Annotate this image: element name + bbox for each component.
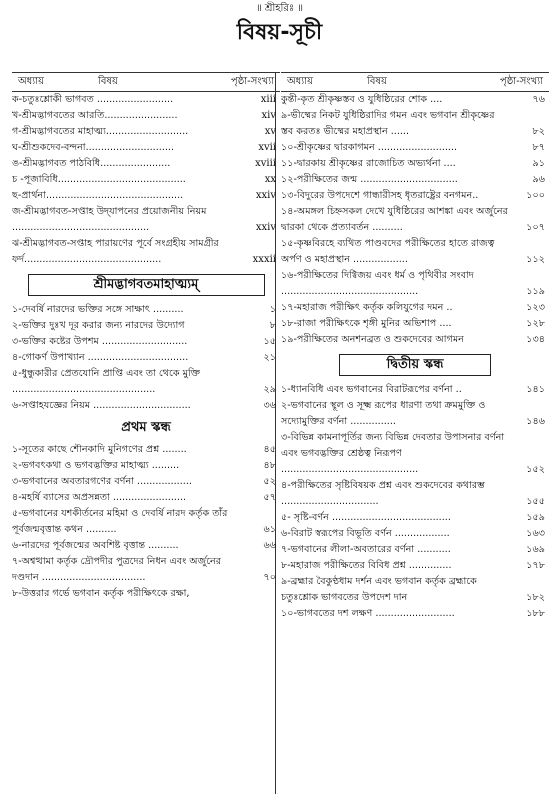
toc-entry-page: ১৮৮ xyxy=(526,608,545,619)
toc-entry-title: ৫- সৃষ্টি-বর্ণন ....................................... xyxy=(281,512,451,523)
toc-entry xyxy=(12,442,280,458)
mahatmya-list xyxy=(12,302,280,414)
toc-entry-title: ১-ধ্যানবিধি এবং ভগবানের বিরাটরূপের বর্ণনা .. xyxy=(281,384,462,395)
toc-entry-page: ৭৬ xyxy=(532,94,545,105)
toc-entry-title: ৪-গোকর্ণ উপাখ্যান ................................. xyxy=(12,352,189,363)
toc-entry-title: ২-ভক্তির দুঃখ দূর করার জন্য নারদের উদ্যোগ xyxy=(12,320,185,331)
toc-entry-title: ১০-শ্রীকৃষ্ণের দ্বারকাগমন .......................... xyxy=(281,142,458,153)
toc-entry-page: xxiv xyxy=(255,190,276,201)
toc-entry xyxy=(12,350,280,366)
toc-entry-title: ৬-সপ্তাহযজ্ঞের নিয়ম ................................ xyxy=(12,400,191,411)
toc-entry-title: ৪-পরীক্ষিতের সৃষ্টিবিষয়ক প্রশ্ন এবং শুকদেবের কথারম্ভ ................................ xyxy=(281,480,485,507)
toc-entry-page: ৮২ xyxy=(532,126,545,137)
toc-entry-title: ১৩-বিদুরের উপদেশে গান্ধারীসহ ধৃতরাষ্ট্রের বনগমন.. xyxy=(281,190,479,201)
toc-entry-page: ১৫৯ xyxy=(526,512,545,523)
toc-entry xyxy=(12,538,280,554)
toc-entry-page: ৭০ xyxy=(263,572,276,583)
toc-entry xyxy=(281,478,549,510)
toc-entry xyxy=(281,332,549,348)
toc-entry-page: ৫৭ xyxy=(263,492,276,503)
toc-entry-title: ঙ-শ্রীমদ্ভাগবত পাঠবিধি....................... xyxy=(12,158,171,169)
toc-entry-page: ৬১ xyxy=(263,524,276,535)
toc-entry-page: ১৬৩ xyxy=(526,528,545,539)
toc-entry xyxy=(12,92,280,108)
toc-entry-title: ৭-ভগবানের লীলা-অবতারের বর্ণনা ........... xyxy=(281,544,451,555)
page-title: বিষয়-সূচী xyxy=(236,20,323,45)
toc-entry xyxy=(281,526,549,542)
toc-entry xyxy=(281,204,549,236)
header-subject: বিষয় xyxy=(98,76,118,87)
toc-entry xyxy=(12,506,280,538)
toc-entry-title: ছ-প্রার্থনা............................................. xyxy=(12,190,184,201)
toc-entry xyxy=(281,510,549,526)
toc-entry-title: চ -পূজাবিধি.......................................... xyxy=(12,174,186,185)
toc-entry-page: xviii xyxy=(255,158,276,169)
toc-entry-title: ৭-অশ্বত্থামা কর্তৃক দ্রৌপদীর পুত্রদের নিধন এবং অর্জুনের দণ্ডদান .................................. xyxy=(12,556,222,583)
toc-entry-title: ১২-পরীক্ষিতের জন্ম ................................ xyxy=(281,174,458,185)
toc-entry-page: ১৬৯ xyxy=(526,544,545,555)
column-header xyxy=(12,72,280,92)
toc-entry xyxy=(281,606,549,622)
toc-entry xyxy=(281,92,549,108)
toc-entry-title: কুন্তী-কৃত শ্রীকৃষ্ণস্তব ও যুধিষ্ঠিরের শোক .... xyxy=(281,94,443,105)
toc-entry-title: জ-শ্রীমদ্ভাগবত-সপ্তাহ উদ্‌যাপনের প্রয়োজনীয় নিয়ম ............................................. xyxy=(12,206,207,233)
toc-entry-page: ২৯ xyxy=(263,384,276,395)
toc-entry-page: ৮ xyxy=(269,320,276,331)
toc-entry-page: ৮৭ xyxy=(532,142,545,153)
toc-entry xyxy=(12,318,280,334)
toc-entry-page: ৫২ xyxy=(263,476,276,487)
header-subject: বিষয় xyxy=(367,76,387,87)
toc-entry-title: ৮-মহারাজ পরীক্ষিতের বিবিধ প্রশ্ন .............. xyxy=(281,560,452,571)
toc-entry xyxy=(281,316,549,332)
left-column xyxy=(12,72,280,602)
toc-entry xyxy=(281,542,549,558)
toc-entry xyxy=(281,108,549,140)
toc-entry xyxy=(281,140,549,156)
toc-entry-page: xx xyxy=(264,174,276,185)
toc-entry-page: ১৫২ xyxy=(526,464,545,475)
toc-entry xyxy=(281,558,549,574)
toc-entry xyxy=(12,554,280,586)
toc-entry xyxy=(12,108,280,124)
section-title-skandha2: দ্বিতীয় স্কন্ধ xyxy=(339,354,491,376)
section-title-mahatmya: শ্রীমদ্ভাগবতমাহাত্ম্যম্ xyxy=(28,274,265,296)
toc-entry-title: ১৬-পরীক্ষিতের দিগ্বিজয় এবং ধর্ম ও পৃথিবীর সংবাদ ............................................. xyxy=(281,270,474,297)
toc-entry-page: ১৪১ xyxy=(526,384,545,395)
toc-entry xyxy=(12,490,280,506)
toc-entry-page: ২১ xyxy=(263,352,276,363)
toc-entry xyxy=(12,334,280,350)
toc-entry-page: ৪৫ xyxy=(263,444,276,455)
toc-entry xyxy=(12,124,280,140)
toc-entry-page: ১৫ xyxy=(263,336,276,347)
toc-entry xyxy=(281,188,549,204)
toc-entry-title: ১৫-কৃষ্ণবিরহে ব্যথিত পাণ্ডবদের পরীক্ষিতের হাতে রাজত্ব অর্পণ ও মহাপ্রস্থান .................. xyxy=(281,238,495,265)
toc-entry-page: ১ xyxy=(269,304,276,315)
toc-entry xyxy=(281,236,549,268)
toc-entry-page: xv xyxy=(264,126,276,137)
skandha1-list xyxy=(12,442,280,602)
header-page: পৃষ্ঠা-সংখ্যা xyxy=(230,76,274,87)
toc-entry xyxy=(12,236,280,268)
toc-entry-page: ১২৩ xyxy=(526,302,545,313)
invocation: ॥ শ্রীহরিঃ ॥ xyxy=(255,3,304,14)
toc-entry xyxy=(281,156,549,172)
toc-entry-title: ৯-ব্রহ্মার বৈকুণ্ঠধাম দর্শন এবং ভগবান কর্তৃক ব্রহ্মাকে চতুঃশ্লোক ভাগবতের উপদেশ দান xyxy=(281,576,477,603)
toc-entry-title: ৬-নারদের পূর্বজন্মের অবশিষ্ট বৃত্তান্ত .......... xyxy=(12,540,179,551)
toc-entry-page: xiv xyxy=(261,110,276,121)
toc-entry-page: ৩৬ xyxy=(263,400,276,411)
toc-entry-page: ১১২ xyxy=(526,254,545,265)
toc-entry xyxy=(12,586,280,602)
toc-entry-page: ১২৮ xyxy=(526,318,545,329)
toc-entry-title: ১৭-মহারাজ পরীক্ষিৎ কর্তৃক কলিযুগের দমন .. xyxy=(281,302,453,313)
toc-entry xyxy=(12,156,280,172)
toc-entry-title: ৪-মহর্ষি ব্যাসের অপ্রসন্নতা ........................ xyxy=(12,492,187,503)
toc-entry-title: ১-সূতের কাছে শৌনকাদি মুনিগণের প্রশ্ন ........ xyxy=(12,444,187,455)
toc-entry-title: ৫-ধুন্ধুকারীর প্রেতযোনি প্রাপ্তি এবং তা থেকে মুক্তি ............................................... xyxy=(12,368,201,395)
toc-entry-title: ৩-বিভিন্ন কামনাপূর্তির জন্য বিভিন্ন দেবতার উপাসনার বর্ণনা এবং ভগবদ্ভক্তির শ্রেষ্ঠত্ব নিরূপণ ............................................. xyxy=(281,432,505,475)
toc-entry xyxy=(281,430,549,478)
header-chapter: অধ্যায় xyxy=(287,76,313,87)
toc-entry xyxy=(12,172,280,188)
toc-entry-title: ২-ভগবৎকথা ও ভগবদ্ভক্তির মাহাত্ম্য ......... xyxy=(12,460,180,471)
toc-entry-title: ১৮-রাজা পরীক্ষিৎকে শৃঙ্গী মুনির অভিশাপ .... xyxy=(281,318,452,329)
toc-entry xyxy=(281,382,549,398)
toc-entry-title: ৬-বিরাট স্বরূপের বিভূতি বর্ণন .................. xyxy=(281,528,450,539)
toc-entry-page: ৬৬ xyxy=(263,540,276,551)
toc-entry xyxy=(12,474,280,490)
toc-entry-page: xxxii xyxy=(252,254,276,265)
toc-entry-page: ১৭৮ xyxy=(526,560,545,571)
toc-entry xyxy=(12,302,280,318)
toc-entry-title: ১৯-পরীক্ষিতের অনশনব্রত ও শুকদেবের আগমন xyxy=(281,334,464,345)
toc-entry-title: ঝ-শ্রীমদ্ভাগবত-সপ্তাহ পারায়ণের পূর্বে সংগ্রহীয় সামগ্রীর ফর্দ............................................. xyxy=(12,238,219,265)
intro-list xyxy=(12,92,280,268)
toc-entry xyxy=(12,398,280,414)
toc-entry-page: ১০০ xyxy=(526,190,545,201)
toc-entry-title: ৩-ভগবানের অবতারগণের বর্ণনা .................. xyxy=(12,476,192,487)
header-chapter: অধ্যায় xyxy=(18,76,44,87)
toc-entry xyxy=(281,300,549,316)
right-column xyxy=(281,72,549,622)
toc-entry-page: ১১৯ xyxy=(526,286,545,297)
toc-entry-page: ১৩৪ xyxy=(526,334,545,345)
toc-entry-page: ১৪৬ xyxy=(526,416,545,427)
skandha2-list xyxy=(281,382,549,622)
toc-entry xyxy=(12,366,280,398)
toc-entry-page: xvii xyxy=(258,142,276,153)
toc-entry-title: ৩-ভক্তির কষ্টের উপশম ............................ xyxy=(12,336,188,347)
toc-entry xyxy=(281,398,549,430)
section-title-skandha1: প্রথম স্কন্ধ xyxy=(121,420,171,435)
toc-entry-title: ৮-উত্তরার গর্ভে ভগবান কর্তৃক পরীক্ষিৎকে রক্ষা, xyxy=(12,588,190,599)
toc-entry-title: ২-ভগবানের স্থূল ও সূক্ষ্ম রূপের ধারণা তথা ক্রমমুক্তি ও সদ্যোমুক্তির বর্ণনা ............... xyxy=(281,400,486,427)
toc-entry-title: ১১-দ্বারকায় শ্রীকৃষ্ণের রাজোচিত অভ্যর্থনা .... xyxy=(281,158,456,169)
toc-entry-page: ১০৭ xyxy=(526,222,545,233)
toc-entry-page: xxiv xyxy=(255,222,276,233)
toc-entry xyxy=(12,204,280,236)
toc-entry-page: xiii xyxy=(260,94,276,105)
toc-entry-title: গ-শ্রীমদ্ভাগবতের মাহাত্ম্য........................... xyxy=(12,126,189,137)
toc-entry-page: ৯৬ xyxy=(532,174,545,185)
toc-entry-page: ১৮২ xyxy=(526,592,545,603)
toc-entry-title: ১-দেবর্ষি নারদের ভক্তির সঙ্গে সাক্ষাৎ .......... xyxy=(12,304,184,315)
toc-entry xyxy=(281,268,549,300)
toc-entry-title: খ-শ্রীমদ্ভাগবতের আরতি........................ xyxy=(12,110,178,121)
toc-entry-title: ঘ-শ্রীশুকদেব-বন্দনা............................. xyxy=(12,142,175,153)
toc-entry-title: ১০-ভাগবতের দশ লক্ষণ .......................... xyxy=(281,608,455,619)
toc-entry-page: ১৫৫ xyxy=(526,496,545,507)
toc-entry xyxy=(281,172,549,188)
toc-entry xyxy=(12,458,280,474)
toc-entry xyxy=(12,140,280,156)
header-page: পৃষ্ঠা-সংখ্যা xyxy=(499,76,543,87)
toc-entry-page: ৪৮ xyxy=(263,460,276,471)
column-header xyxy=(281,72,549,92)
toc-entry-title: ৫-ভগবানের যশকীর্তনের মহিমা ও দেবর্ষি নারদ কর্তৃক তাঁর পূর্বজন্মবৃত্তান্ত কথন .......... xyxy=(12,508,228,535)
toc-entry-title: ক-চতুঃশ্লোকী ভাগবত ......................... xyxy=(12,94,174,105)
toc-entry xyxy=(12,188,280,204)
toc-entry-title: ১৪-অমঙ্গল চিহ্নসকল দেখে যুধিষ্ঠিরের আশঙ্কা এবং অর্জুনের দ্বারকা থেকে প্রত্যাবর্তন .......... xyxy=(281,206,508,233)
toc-entry-title: ৯-ভীষ্মের নিকট যুধিষ্ঠিরাদির গমন এবং ভগবান শ্রীকৃষ্ণের স্তব করতঃ ভীষ্মের মহাপ্রস্থান ...... xyxy=(281,110,495,137)
toc-entry-page: ৯১ xyxy=(532,158,545,169)
skandha1-continued-list xyxy=(281,92,549,348)
toc-entry xyxy=(281,574,549,606)
